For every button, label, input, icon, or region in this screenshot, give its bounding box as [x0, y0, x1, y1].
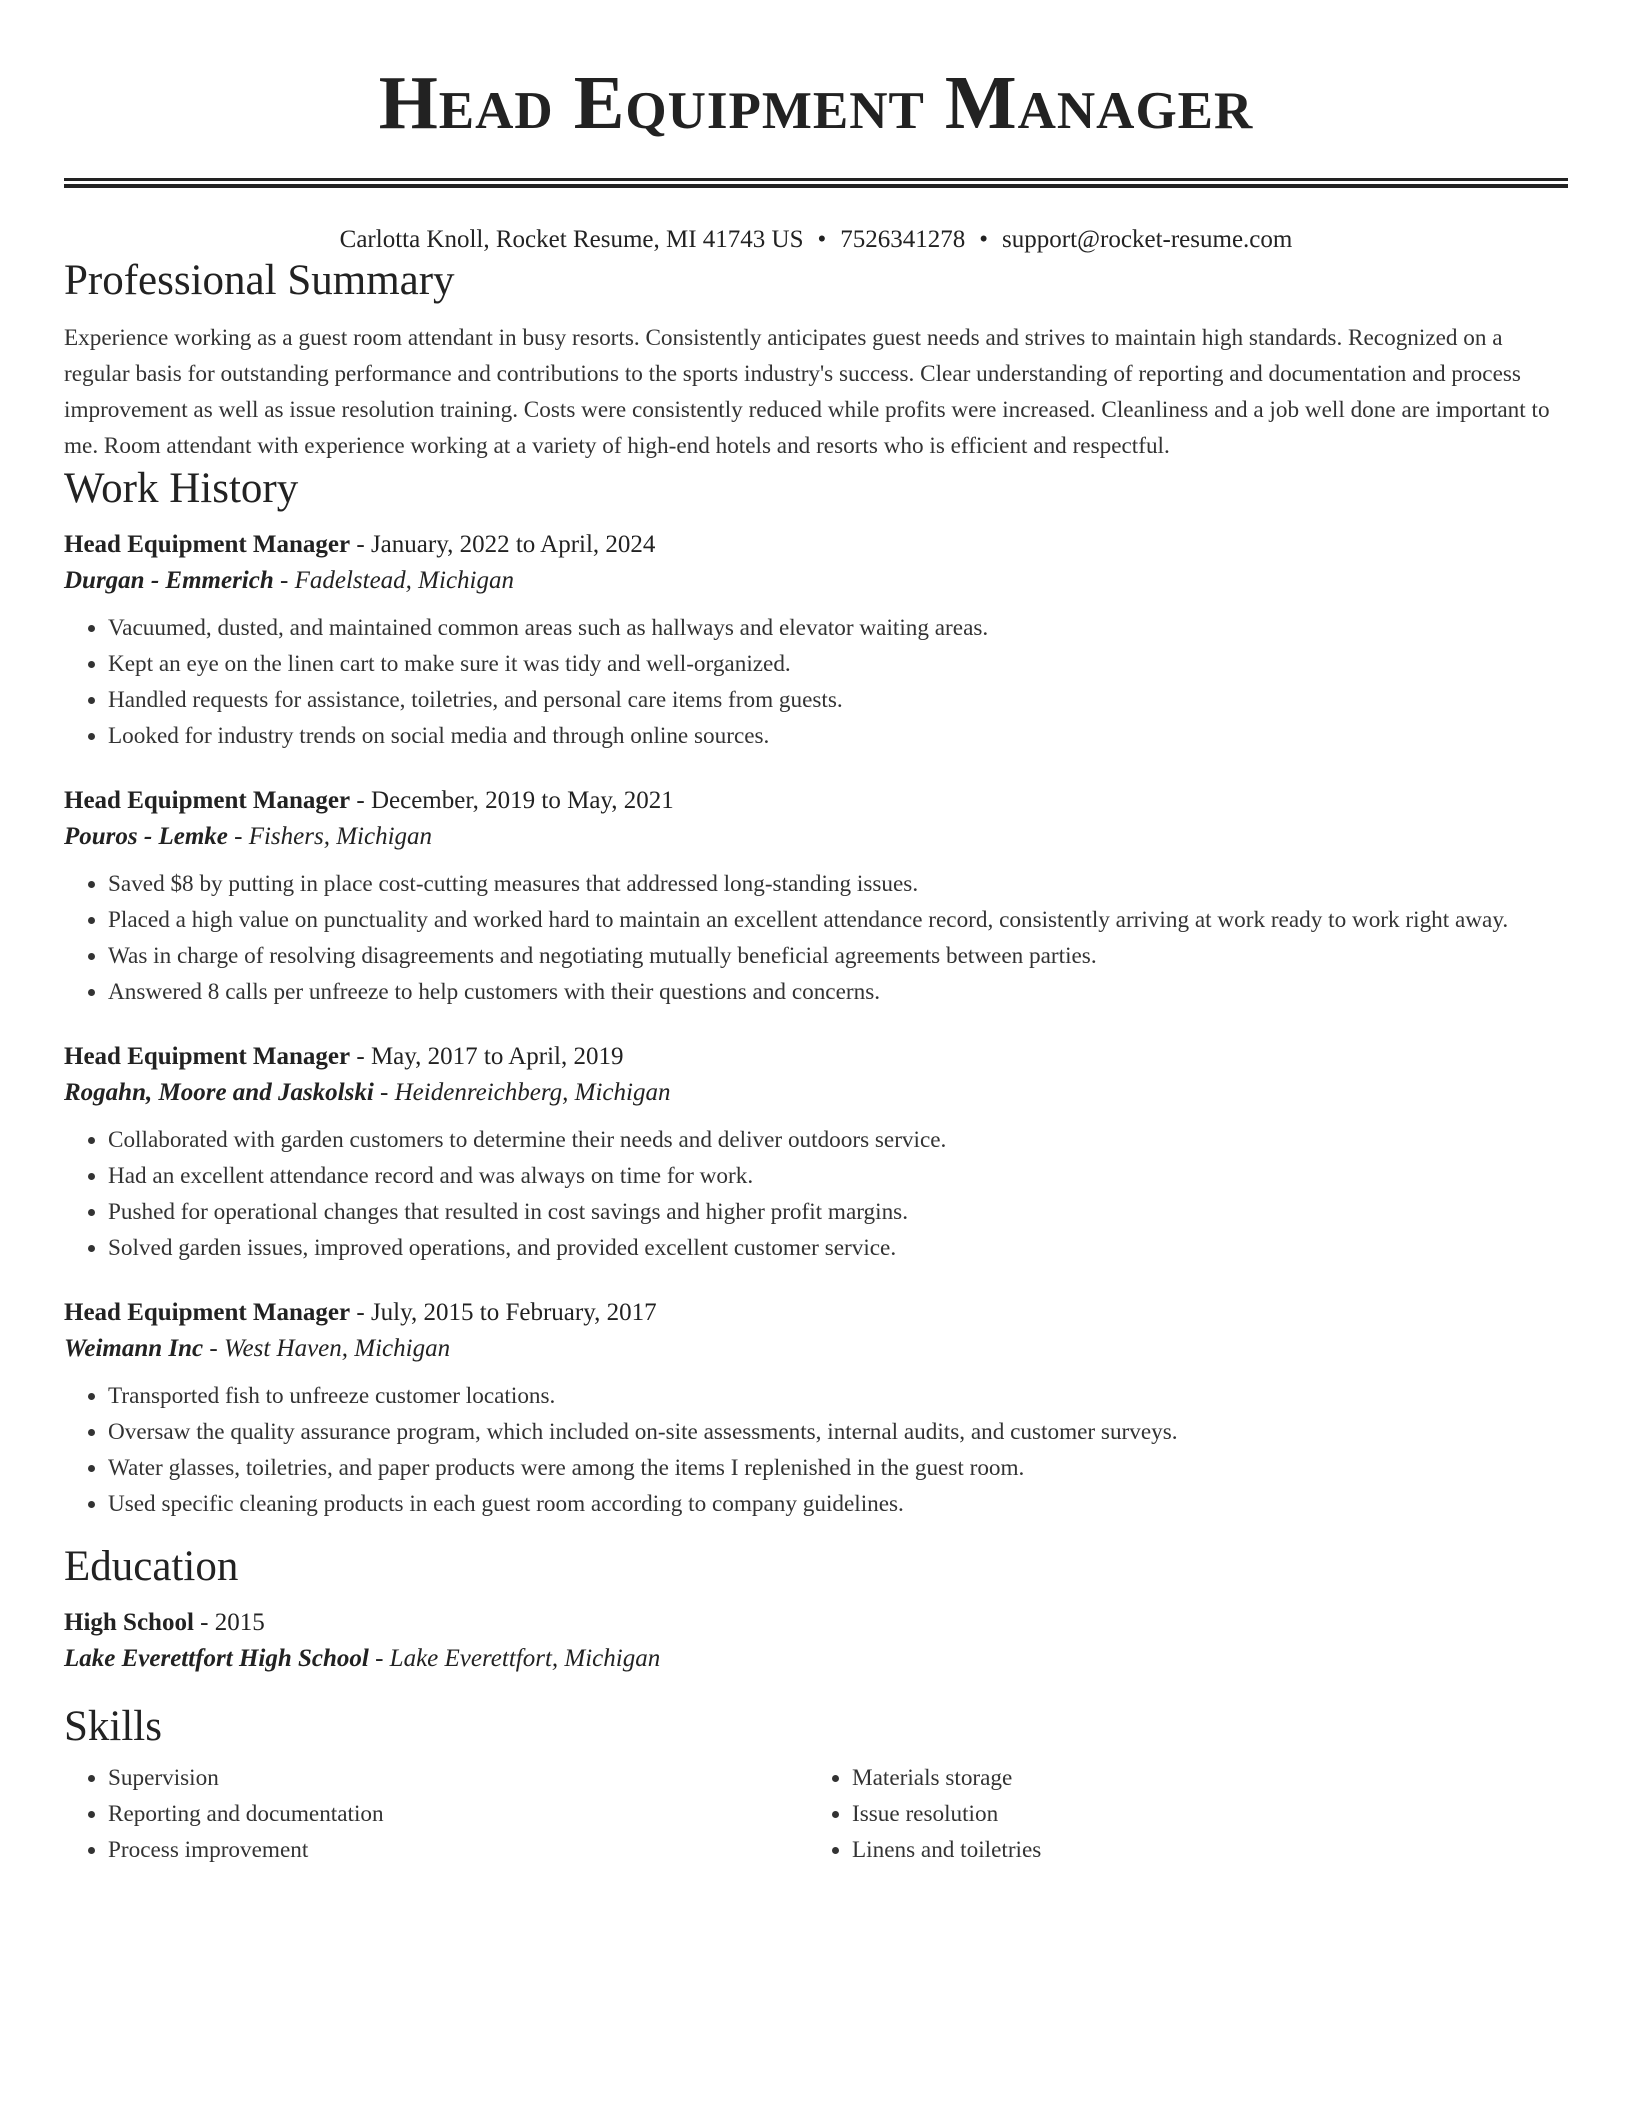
job-title: Head Equipment Manager	[64, 531, 351, 558]
list-item: • Looked for industry trends on social media and through online sources.	[108, 718, 1568, 754]
contact-email: support@rocket-resume.com	[1002, 226, 1293, 253]
job-location: - West Haven, Michigan	[203, 1335, 451, 1362]
job-employer	[64, 818, 1568, 856]
job-dates: - December, 2019 to May, 2021	[350, 787, 674, 814]
job-employer	[64, 1074, 1568, 1112]
skills-columns	[64, 1752, 1568, 1868]
job-company: Pouros - Lemke	[64, 823, 228, 850]
job-dates: - January, 2022 to April, 2024	[350, 531, 656, 558]
education-school: Lake Everettfort High School	[64, 1645, 369, 1672]
skill-item: • Reporting and documentation	[108, 1796, 808, 1832]
job-company: Weimann Inc	[64, 1335, 204, 1362]
list-item: • Saved $8 by putting in place cost-cutting measures that addressed long-standing issues.	[108, 866, 1568, 902]
work-history-heading: Work History	[64, 465, 299, 512]
list-item: • Vacuumed, dusted, and maintained common areas such as hallways and elevator waiting areas.	[108, 610, 1568, 646]
job-entry	[64, 1040, 1568, 1266]
skills-list	[64, 1760, 808, 1868]
list-item: • Was in charge of resolving disagreements and negotiating mutually beneficial agreements between parties.	[108, 938, 1568, 974]
list-item: • Had an excellent attendance record and was always on time for work.	[108, 1158, 1568, 1194]
skills-column-left	[64, 1752, 808, 1868]
job-bullets	[64, 866, 1568, 1010]
skill-item: • Linens and toiletries	[852, 1832, 1552, 1868]
job-location: - Heidenreichberg, Michigan	[373, 1079, 671, 1106]
education-year: - 2015	[193, 1609, 265, 1636]
job-header	[64, 1296, 1568, 1330]
job-title: Head Equipment Manager	[64, 1043, 351, 1070]
skill-item: • Materials storage	[852, 1760, 1552, 1796]
education-entry	[64, 1606, 1568, 1678]
education-header	[64, 1606, 1568, 1640]
list-item: • Oversaw the quality assurance program, which included on-site assessments, internal audits, and customer surveys.	[108, 1414, 1568, 1450]
list-item: • Solved garden issues, improved operations, and provided excellent customer service.	[108, 1230, 1568, 1266]
job-employer	[64, 562, 1568, 600]
education-heading: Education	[64, 1543, 239, 1590]
education-institution	[64, 1640, 1568, 1678]
contact-separator: •	[817, 226, 827, 253]
job-dates: - July, 2015 to February, 2017	[350, 1299, 657, 1326]
list-item: • Collaborated with garden customers to determine their needs and deliver outdoors service.	[108, 1122, 1568, 1158]
list-item: • Handled requests for assistance, toiletries, and personal care items from guests.	[108, 682, 1568, 718]
job-title: Head Equipment Manager	[64, 787, 351, 814]
job-dates: - May, 2017 to April, 2019	[350, 1043, 624, 1070]
summary-text: Experience working as a guest room attendant in busy resorts. Consistently anticipates guest needs and strives to maintain high standards. Recognized on a regular basis for outstanding performance and contributions to the sports industry's success. Clear understanding of reporting and documentation and process improvement as well as issue resolution training. Costs were consistently reduced while profits were increased. Cleanliness and a job well done are important to me. Room attendant with experience working at a variety of high-end hotels and resorts who is efficient and respectful.	[64, 325, 1550, 459]
skill-item: • Process improvement	[108, 1832, 808, 1868]
title-divider	[64, 178, 1568, 188]
job-location: - Fadelstead, Michigan	[273, 567, 514, 594]
resume-title: Head Equipment Manager	[378, 61, 1254, 145]
job-bullets	[64, 1122, 1568, 1266]
skills-column-right	[808, 1752, 1552, 1868]
contact-line	[64, 224, 1568, 256]
list-item: • Transported fish to unfreeze customer locations.	[108, 1378, 1568, 1414]
list-item: • Answered 8 calls per unfreeze to help customers with their questions and concerns.	[108, 974, 1568, 1010]
job-header	[64, 784, 1568, 818]
job-bullets	[64, 1378, 1568, 1522]
job-bullets	[64, 610, 1568, 754]
job-header	[64, 1040, 1568, 1074]
contact-phone: 7526341278	[840, 226, 966, 253]
list-item: • Pushed for operational changes that resulted in cost savings and higher profit margins.	[108, 1194, 1568, 1230]
skill-item: • Issue resolution	[852, 1796, 1552, 1832]
job-title: Head Equipment Manager	[64, 1299, 351, 1326]
job-location: - Fishers, Michigan	[227, 823, 433, 850]
contact-address: Carlotta Knoll, Rocket Resume, MI 41743 US	[339, 226, 804, 253]
job-entry	[64, 1296, 1568, 1522]
job-company: Durgan - Emmerich	[64, 567, 274, 594]
contact-separator: •	[979, 226, 989, 253]
list-item: • Placed a high value on punctuality and worked hard to maintain an excellent attendance record, consistently arriving at work ready to work right away.	[108, 902, 1568, 938]
job-employer	[64, 1330, 1568, 1368]
list-item: • Water glasses, toiletries, and paper products were among the items I replenished in the guest room.	[108, 1450, 1568, 1486]
job-company: Rogahn, Moore and Jaskolski	[64, 1079, 374, 1106]
education-degree: High School	[64, 1609, 194, 1636]
summary-heading: Professional Summary	[64, 257, 455, 304]
skill-item: • Supervision	[108, 1760, 808, 1796]
job-entry	[64, 784, 1568, 1010]
list-item: • Kept an eye on the linen cart to make sure it was tidy and well-organized.	[108, 646, 1568, 682]
skills-heading: Skills	[64, 1703, 162, 1750]
job-entry	[64, 528, 1568, 754]
skills-list	[808, 1760, 1552, 1868]
list-item: • Used specific cleaning products in each guest room according to company guidelines.	[108, 1486, 1568, 1522]
education-location: - Lake Everettfort, Michigan	[368, 1645, 661, 1672]
job-header	[64, 528, 1568, 562]
